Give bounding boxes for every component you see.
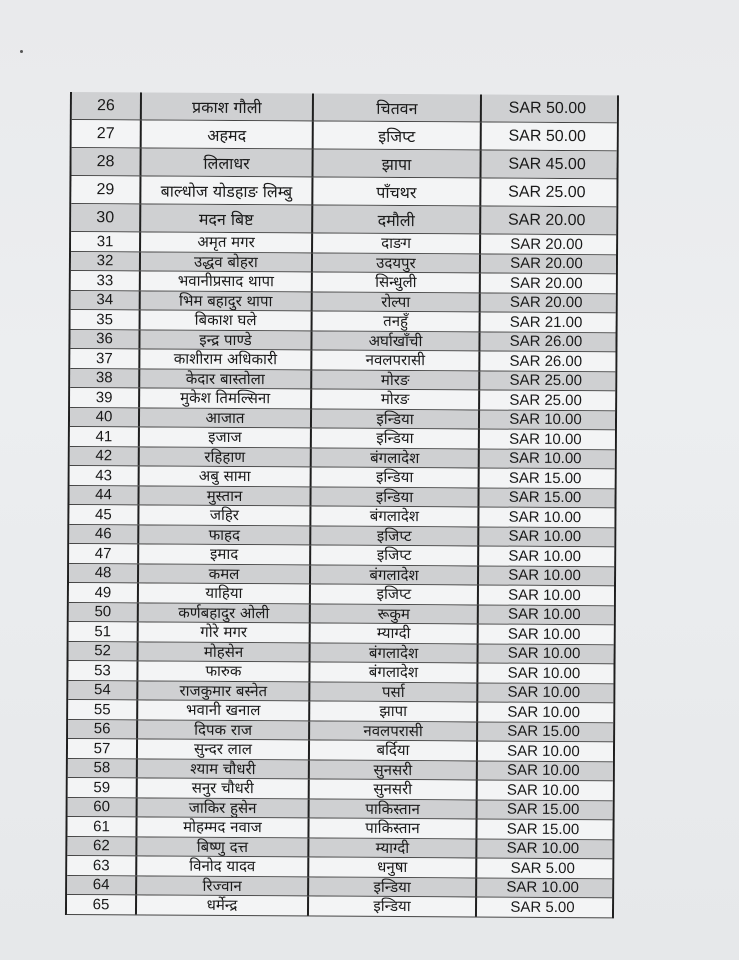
- location-cell: धनुषा: [309, 857, 477, 877]
- serial-number-cell: 57: [68, 739, 138, 758]
- location-cell: इजिप्ट: [311, 545, 479, 565]
- amount-cell: SAR 25.00: [509, 371, 583, 390]
- serial-number-cell: 46: [69, 525, 139, 544]
- location-cell: इजिप्ट: [311, 584, 479, 604]
- location-cell: झापा: [310, 701, 478, 721]
- amount-cell: SAR 10.00: [508, 586, 581, 604]
- serial-number-cell: 41: [70, 427, 140, 446]
- amount-cell: SAR 15.00: [506, 800, 580, 819]
- amount-cell: SAR 20.00: [507, 211, 586, 229]
- donor-name-cell: फाहद: [139, 525, 311, 545]
- serial-number-cell: 60: [68, 797, 138, 816]
- donor-name-cell: धर्मेन्द्र: [137, 895, 309, 915]
- amount-cell: SAR 10.00: [508, 566, 581, 585]
- location-cell: इन्डिया: [309, 877, 477, 897]
- location-cell: उदयपुर: [313, 253, 481, 273]
- amount-cell: SAR 10.00: [506, 878, 579, 897]
- location-cell: रोल्पा: [313, 292, 481, 312]
- amount-cell: SAR 10.00: [506, 781, 580, 799]
- donor-name-cell: अबु सामा: [140, 466, 312, 486]
- amount-cell: SAR 5.00: [510, 859, 575, 877]
- serial-number-cell: 37: [70, 349, 140, 368]
- serial-number-cell: 62: [67, 836, 137, 855]
- serial-number-cell: 44: [69, 486, 139, 505]
- serial-number-cell: 31: [71, 232, 141, 251]
- amount-cell: SAR 10.00: [507, 761, 580, 780]
- serial-number-cell: 54: [68, 681, 138, 700]
- location-cell: बंगलादेश: [311, 506, 479, 526]
- donor-name-cell: बाल्धोज योडहाङ लिम्बु: [141, 176, 313, 204]
- donor-name-cell: अमृत मगर: [141, 232, 313, 252]
- location-cell: अर्घाखाँची: [312, 331, 480, 351]
- location-cell: इन्डिया: [312, 467, 480, 487]
- donor-name-cell: इमाद: [139, 544, 311, 564]
- location-cell: बंगलादेश: [312, 448, 480, 468]
- serial-number-cell: 42: [70, 447, 140, 466]
- location-cell: मोरङ: [312, 389, 480, 409]
- location-cell: इन्डिया: [311, 487, 479, 507]
- amount-cell: SAR 25.00: [508, 183, 586, 201]
- amount-cell: SAR 26.00: [509, 352, 583, 370]
- location-cell: दाङग: [313, 233, 481, 253]
- location-cell: इजिप्ट: [311, 526, 479, 546]
- amount-cell: SAR 15.00: [507, 722, 580, 741]
- amount-cell: SAR 20.00: [510, 254, 583, 273]
- donor-name-cell: मुस्तान: [139, 486, 311, 506]
- amount-cell: SAR 50.00: [508, 127, 586, 145]
- serial-number-cell: 36: [70, 330, 140, 349]
- serial-number-cell: 33: [71, 271, 141, 290]
- location-cell: पाँचथर: [313, 177, 481, 205]
- donor-name-cell: सनुर चौधरी: [138, 778, 310, 798]
- location-cell: चितवन: [314, 93, 482, 121]
- location-cell: तनहुँ: [313, 311, 481, 331]
- amount-cell: SAR 10.00: [507, 742, 580, 760]
- location-cell: म्याग्दी: [311, 623, 479, 643]
- amount-cell: SAR 20.00: [510, 235, 583, 253]
- serial-number-cell: 64: [67, 875, 137, 894]
- amount-cell: SAR 25.00: [509, 391, 582, 409]
- donor-name-cell: भवानीप्रसाद थापा: [141, 271, 313, 291]
- location-cell: पाकिस्तान: [310, 799, 478, 819]
- location-cell: बंगलादेश: [311, 565, 479, 585]
- serial-number-cell: 26: [72, 92, 142, 119]
- location-cell: दमौली: [313, 205, 481, 233]
- donor-name-cell: रहिहाण: [140, 447, 312, 467]
- amount-cell: SAR 15.00: [506, 820, 580, 838]
- location-cell: पाकिस्तान: [309, 818, 477, 838]
- serial-number-cell: 63: [67, 856, 137, 875]
- donor-name-cell: इजाज: [140, 427, 312, 447]
- serial-number-cell: 56: [68, 720, 138, 739]
- donor-name-cell: उद्धव बोहरा: [141, 252, 313, 272]
- table-row: [71, 148, 616, 179]
- donor-name-cell: लिलाधर: [141, 148, 313, 176]
- serial-number-cell: 40: [70, 408, 140, 427]
- amount-cell: SAR 10.00: [507, 605, 581, 624]
- serial-number-cell: 43: [70, 466, 140, 485]
- amount-cell: SAR 10.00: [508, 449, 582, 468]
- serial-number-cell: 28: [71, 148, 141, 175]
- location-cell: नवलपरासी: [312, 350, 480, 370]
- serial-number-cell: 29: [71, 176, 141, 203]
- location-cell: झापा: [313, 149, 481, 177]
- amount-cell: SAR 10.00: [508, 527, 582, 546]
- serial-number-cell: 34: [71, 291, 141, 310]
- donor-name-cell: याहिया: [139, 583, 311, 603]
- donor-name-cell: मोहसेन: [139, 642, 311, 662]
- location-cell: इजिप्ट: [314, 121, 482, 149]
- serial-number-cell: 52: [69, 642, 139, 661]
- donor-name-cell: सुन्दर लाल: [138, 739, 310, 759]
- amount-cell: SAR 20.00: [509, 293, 583, 312]
- donor-name-cell: विनोद यादव: [137, 856, 309, 876]
- serial-number-cell: 32: [71, 252, 141, 271]
- serial-number-cell: 53: [68, 661, 138, 680]
- donor-name-cell: श्याम चौधरी: [138, 759, 310, 779]
- serial-number-cell: 39: [70, 388, 140, 407]
- serial-number-cell: 47: [69, 544, 139, 563]
- amount-cell: SAR 50.00: [508, 99, 587, 117]
- donation-table: [65, 92, 619, 918]
- serial-number-cell: 38: [70, 369, 140, 388]
- serial-number-cell: 51: [69, 622, 139, 641]
- location-cell: पर्सा: [310, 682, 478, 702]
- donor-name-cell: भवानी खनाल: [138, 700, 310, 720]
- donor-name-cell: दिपक राज: [138, 720, 310, 740]
- location-cell: इन्डिया: [312, 409, 480, 429]
- donor-name-cell: गोरे मगर: [139, 622, 311, 642]
- amount-cell: SAR 21.00: [509, 313, 583, 331]
- table-row: [72, 92, 617, 123]
- donor-name-cell: कमल: [139, 564, 311, 584]
- amount-cell: SAR 10.00: [507, 683, 581, 702]
- location-cell: सुनसरी: [310, 779, 478, 799]
- donor-name-cell: राजकुमार बस्नेत: [138, 681, 310, 701]
- location-cell: इन्डिया: [309, 896, 477, 916]
- donor-name-cell: बिकाश घले: [141, 310, 313, 330]
- donor-name-cell: इन्द्र पाण्डे: [140, 330, 312, 350]
- serial-number-cell: 59: [68, 778, 138, 797]
- amount-cell: SAR 10.00: [507, 625, 581, 643]
- amount-cell: SAR 10.00: [507, 703, 581, 721]
- donor-name-cell: जहिर: [139, 505, 311, 525]
- donor-name-cell: बिष्णु दत्त: [137, 837, 309, 857]
- donor-name-cell: जाकिर हुसेन: [138, 798, 310, 818]
- donor-name-cell: प्रकाश गौली: [142, 92, 314, 120]
- serial-number-cell: 45: [69, 505, 139, 524]
- donor-name-cell: कर्णबहादुर ओली: [139, 603, 311, 623]
- amount-cell: SAR 45.00: [508, 155, 586, 173]
- amount-cell: SAR 5.00: [510, 898, 575, 916]
- location-cell: सिन्धुली: [313, 272, 481, 292]
- location-cell: बर्दिया: [310, 740, 478, 760]
- serial-number-cell: 50: [69, 603, 139, 622]
- amount-cell: SAR 20.00: [510, 274, 583, 292]
- serial-number-cell: 27: [72, 120, 142, 147]
- amount-cell: SAR 26.00: [509, 332, 583, 351]
- location-cell: बंगलादेश: [310, 662, 478, 682]
- donor-name-cell: काशीराम अधिकारी: [140, 349, 312, 369]
- amount-cell: SAR 10.00: [506, 839, 580, 858]
- donor-name-cell: आजात: [140, 408, 312, 428]
- amount-cell: SAR 10.00: [508, 547, 581, 565]
- serial-number-cell: 61: [67, 817, 137, 836]
- serial-number-cell: 49: [69, 583, 139, 602]
- amount-cell: SAR 15.00: [508, 488, 582, 507]
- location-cell: म्याग्दी: [309, 838, 477, 858]
- table-row: [71, 204, 616, 235]
- amount-cell: SAR 10.00: [508, 508, 582, 526]
- donor-name-cell: मदन बिष्ट: [141, 204, 313, 232]
- table-row: [71, 176, 616, 207]
- donation-list-sheet: [65, 92, 615, 916]
- amount-cell: SAR 10.00: [509, 410, 582, 429]
- location-cell: मोरङ: [312, 370, 480, 390]
- serial-number-cell: 58: [68, 758, 138, 777]
- donor-name-cell: अहमद: [142, 120, 314, 148]
- location-cell: सुनसरी: [310, 760, 478, 780]
- serial-number-cell: 48: [69, 564, 139, 583]
- amount-cell: SAR 15.00: [508, 469, 582, 487]
- paper-speck: [20, 50, 23, 53]
- amount-cell: SAR 10.00: [507, 664, 581, 682]
- amount-cell: SAR 10.00: [507, 644, 581, 663]
- serial-number-cell: 65: [67, 895, 137, 914]
- donor-name-cell: रिज्वान: [137, 876, 309, 896]
- serial-number-cell: 35: [71, 310, 141, 329]
- serial-number-cell: 55: [68, 700, 138, 719]
- table-row: [67, 895, 612, 918]
- location-cell: इन्डिया: [312, 428, 480, 448]
- donor-name-cell: मोहम्मद नवाज: [137, 817, 309, 837]
- location-cell: बंगलादेश: [311, 643, 479, 663]
- amount-cell: SAR 10.00: [509, 430, 582, 448]
- table-row: [72, 120, 617, 151]
- donor-name-cell: मुकेश तिमल्सिना: [140, 388, 312, 408]
- donor-name-cell: केदार बास्तोला: [140, 369, 312, 389]
- serial-number-cell: 30: [71, 204, 141, 231]
- location-cell: नवलपरासी: [310, 721, 478, 741]
- donor-name-cell: फारुक: [138, 661, 310, 681]
- donor-name-cell: भिम बहादुर थापा: [141, 291, 313, 311]
- location-cell: रूकुम: [311, 604, 479, 624]
